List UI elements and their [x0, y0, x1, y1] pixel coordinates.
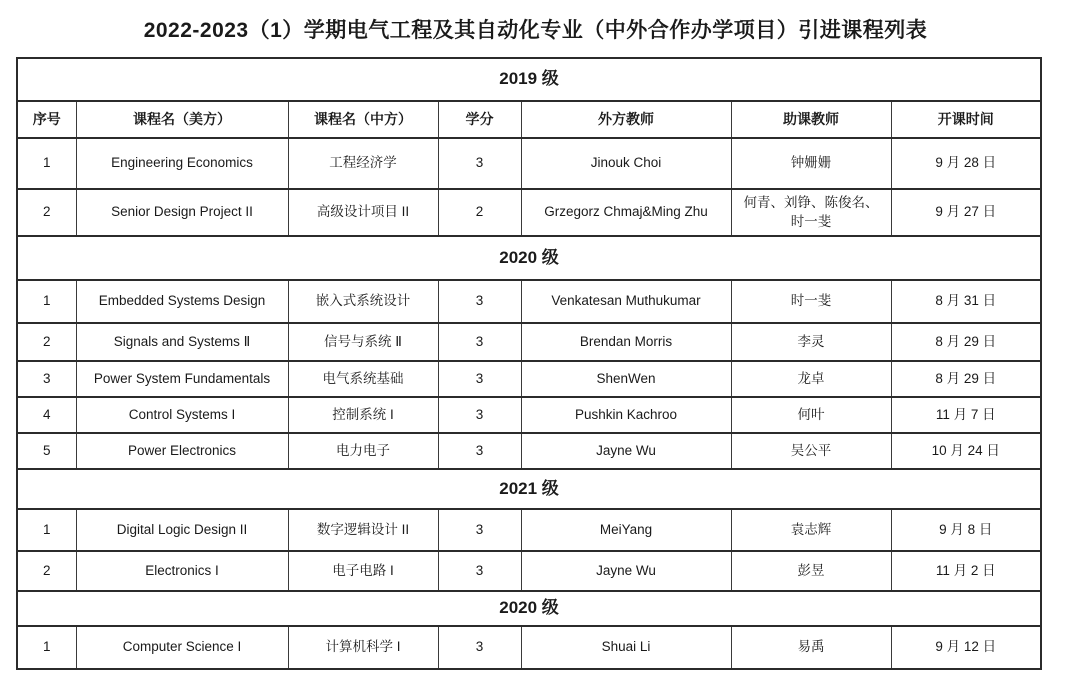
cell-index: 1	[17, 138, 76, 189]
cell-course-en: Power System Fundamentals	[76, 361, 288, 397]
cell-foreign-teacher: Jayne Wu	[521, 433, 731, 469]
cell-foreign-teacher: Pushkin Kachroo	[521, 397, 731, 433]
cell-credits: 3	[438, 323, 521, 361]
cell-course-zh: 电力电子	[288, 433, 438, 469]
column-header-row	[17, 101, 1041, 138]
section-row-2020b	[17, 591, 1041, 626]
section-label-2020: 2020 级	[17, 236, 1041, 280]
cell-start-date: 9 月 27 日	[891, 189, 1041, 236]
cell-assistant-teacher: 易禹	[731, 626, 891, 669]
cell-index: 2	[17, 323, 76, 361]
cell-assistant-teacher: 何叶	[731, 397, 891, 433]
cell-assistant-teacher: 钟姗姗	[731, 138, 891, 189]
cell-assistant-teacher: 李灵	[731, 323, 891, 361]
column-header-credits: 学分	[438, 101, 521, 138]
column-header-start-date: 开课时间	[891, 101, 1041, 138]
cell-foreign-teacher: Venkatesan Muthukumar	[521, 280, 731, 323]
cell-course-en: Engineering Economics	[76, 138, 288, 189]
cell-assistant-teacher: 彭昱	[731, 551, 891, 591]
cell-foreign-teacher: MeiYang	[521, 509, 731, 551]
cell-index: 4	[17, 397, 76, 433]
cell-course-en: Embedded Systems Design	[76, 280, 288, 323]
table-row	[17, 509, 1041, 551]
cell-credits: 3	[438, 397, 521, 433]
section-label-2019: 2019 级	[17, 58, 1041, 101]
section-row-2019	[17, 58, 1041, 101]
cell-start-date: 8 月 29 日	[891, 323, 1041, 361]
cell-assistant-teacher: 袁志辉	[731, 509, 891, 551]
section-label-2021: 2021 级	[17, 469, 1041, 509]
cell-course-en: Control Systems I	[76, 397, 288, 433]
cell-credits: 3	[438, 433, 521, 469]
cell-credits: 2	[438, 189, 521, 236]
section-label-2020b: 2020 级	[17, 591, 1041, 626]
cell-course-en: Computer Science I	[76, 626, 288, 669]
cell-index: 1	[17, 509, 76, 551]
cell-course-zh: 计算机科学 I	[288, 626, 438, 669]
cell-start-date: 11 月 7 日	[891, 397, 1041, 433]
cell-foreign-teacher: ShenWen	[521, 361, 731, 397]
cell-index: 1	[17, 626, 76, 669]
cell-credits: 3	[438, 138, 521, 189]
table-row	[17, 280, 1041, 323]
cell-index: 2	[17, 189, 76, 236]
cell-foreign-teacher: Brendan Morris	[521, 323, 731, 361]
section-row-2021	[17, 469, 1041, 509]
cell-credits: 3	[438, 280, 521, 323]
column-header-index: 序号	[17, 101, 76, 138]
table-row	[17, 626, 1041, 669]
cell-credits: 3	[438, 361, 521, 397]
column-header-foreign-teacher: 外方教师	[521, 101, 731, 138]
cell-start-date: 9 月 28 日	[891, 138, 1041, 189]
cell-assistant-teacher: 龙卓	[731, 361, 891, 397]
cell-course-en: Power Electronics	[76, 433, 288, 469]
course-table	[16, 57, 1042, 670]
table-row	[17, 189, 1041, 236]
cell-foreign-teacher: Shuai Li	[521, 626, 731, 669]
cell-course-zh: 嵌入式系统设计	[288, 280, 438, 323]
column-header-course-zh: 课程名（中方）	[288, 101, 438, 138]
cell-start-date: 9 月 8 日	[891, 509, 1041, 551]
cell-start-date: 8 月 29 日	[891, 361, 1041, 397]
cell-foreign-teacher: Jinouk Choi	[521, 138, 731, 189]
table-row	[17, 323, 1041, 361]
cell-index: 3	[17, 361, 76, 397]
cell-course-zh: 电气系统基础	[288, 361, 438, 397]
document-title: 2022-2023（1）学期电气工程及其自动化专业（中外合作办学项目）引进课程列表	[143, 19, 928, 42]
table-row	[17, 551, 1041, 591]
cell-index: 2	[17, 551, 76, 591]
cell-course-zh: 工程经济学	[288, 138, 438, 189]
table-row	[17, 397, 1041, 433]
cell-course-zh: 信号与系统 Ⅱ	[288, 323, 438, 361]
table-row	[17, 138, 1041, 189]
cell-course-zh: 控制系统 I	[288, 397, 438, 433]
cell-index: 1	[17, 280, 76, 323]
cell-start-date: 8 月 31 日	[891, 280, 1041, 323]
table-row	[17, 361, 1041, 397]
cell-course-en: Senior Design Project II	[76, 189, 288, 236]
cell-start-date: 9 月 12 日	[891, 626, 1041, 669]
section-row-2020	[17, 236, 1041, 280]
cell-course-en: Digital Logic Design II	[76, 509, 288, 551]
cell-course-en: Signals and Systems Ⅱ	[76, 323, 288, 361]
table-row	[17, 433, 1041, 469]
cell-foreign-teacher: Jayne Wu	[521, 551, 731, 591]
cell-credits: 3	[438, 509, 521, 551]
cell-start-date: 11 月 2 日	[891, 551, 1041, 591]
cell-course-zh: 电子电路 I	[288, 551, 438, 591]
cell-course-zh: 高级设计项目 II	[288, 189, 438, 236]
column-header-assistant-teacher: 助课教师	[731, 101, 891, 138]
cell-credits: 3	[438, 626, 521, 669]
cell-assistant-teacher: 何青、刘铮、陈俊名、时一斐	[731, 189, 891, 236]
cell-assistant-teacher: 吴公平	[731, 433, 891, 469]
cell-course-en: Electronics I	[76, 551, 288, 591]
cell-start-date: 10 月 24 日	[891, 433, 1041, 469]
cell-assistant-teacher: 时一斐	[731, 280, 891, 323]
cell-course-zh: 数字逻辑设计 II	[288, 509, 438, 551]
cell-foreign-teacher: Grzegorz Chmaj&Ming Zhu	[521, 189, 731, 236]
column-header-course-en: 课程名（美方）	[76, 101, 288, 138]
cell-credits: 3	[438, 551, 521, 591]
cell-index: 5	[17, 433, 76, 469]
